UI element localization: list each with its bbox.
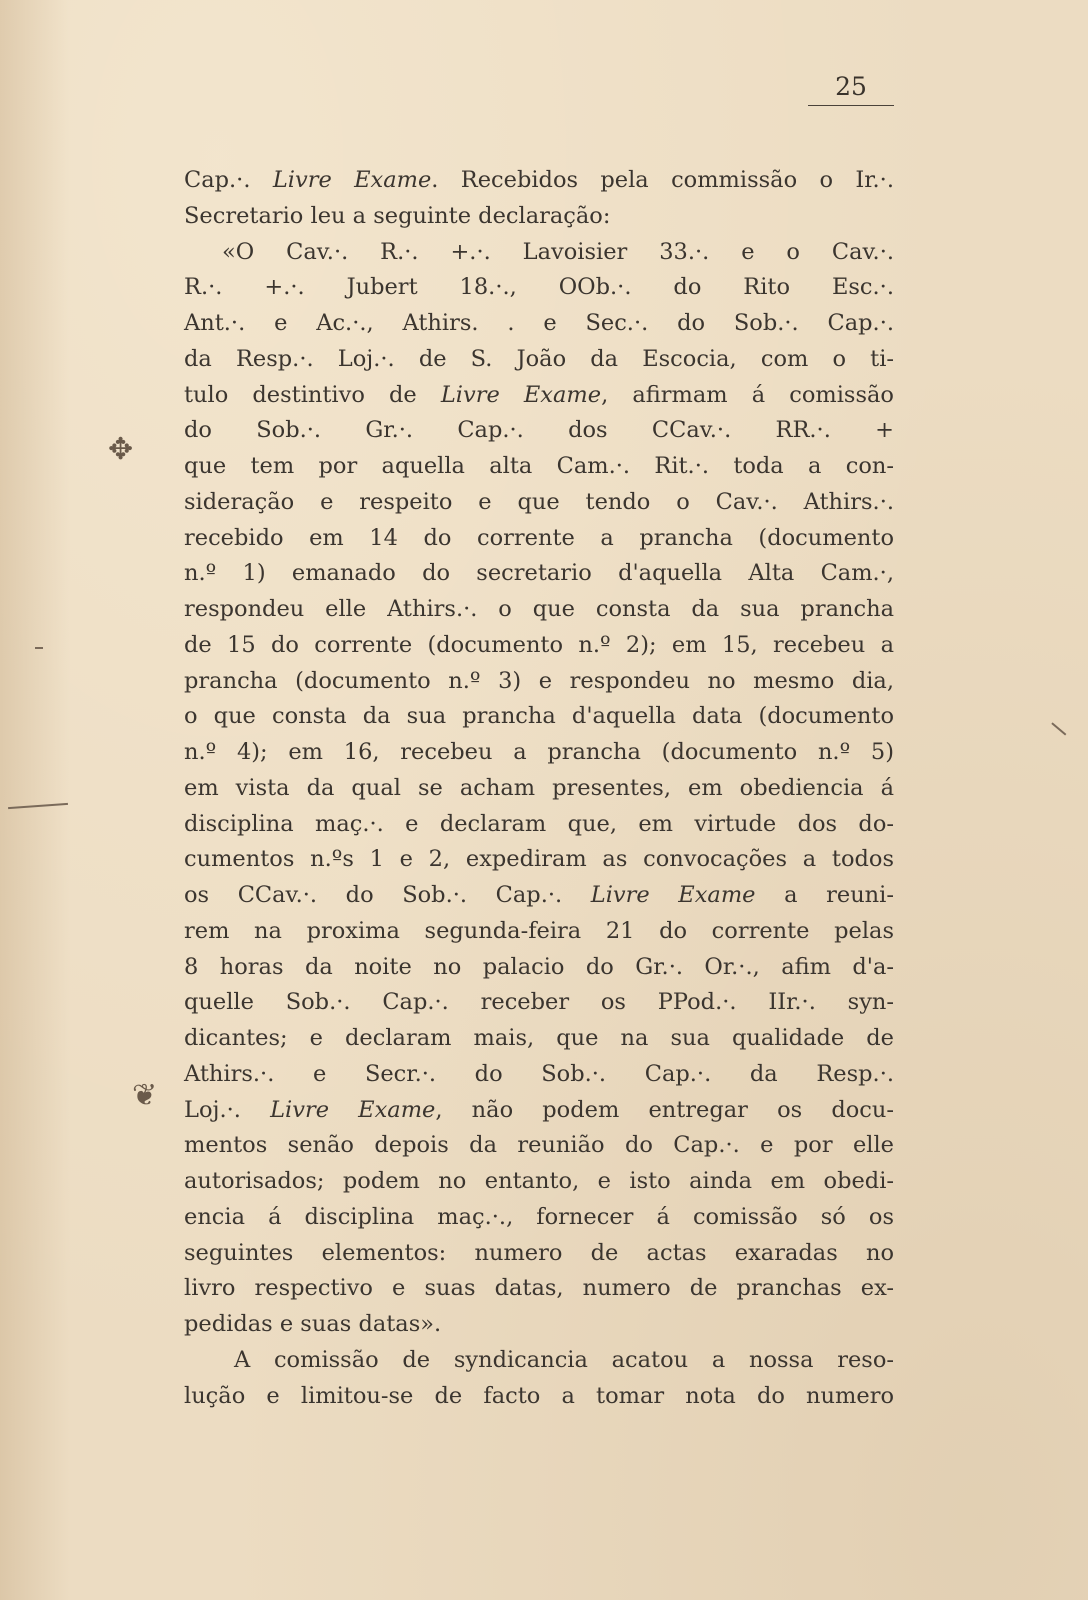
text-line: autorisados; podem no entanto, e isto ainda em obedi- xyxy=(184,1168,894,1194)
text-line: mentos senão depois da reunião do Cap.·. e por elle xyxy=(184,1132,894,1159)
italic-title: Livre Exame xyxy=(440,381,602,408)
text-line: cumentos n.ºs 1 e 2, expediram as convocações a todos xyxy=(184,846,894,873)
text-line: o que consta da sua prancha d'aquella data (documento xyxy=(184,703,894,730)
text-line: Ant.·. e Ac.·., Athirs. . e Sec.·. do Sob.·. Cap.·. xyxy=(184,310,894,336)
text-line: disciplina maç.·. e declaram que, em virtude dos do- xyxy=(184,810,894,837)
text-line: «O Cav.·. R.·. +.·. Lavoisier 33.·. e o Cav.·. xyxy=(222,238,894,265)
text-line: A comissão de syndicancia acatou a nossa reso- xyxy=(234,1346,894,1373)
page-edge-shadow xyxy=(0,0,70,1600)
text-line: Cap.·. Livre Exame. Recebidos pela commissão o Ir.·. xyxy=(184,167,894,193)
text-line: pedidas e suas datas». xyxy=(184,1311,442,1337)
pencil-mark xyxy=(35,647,43,649)
text-line: sideração e respeito e que tendo o Cav.·. Athirs.·. xyxy=(184,488,894,515)
text-line: os CCav.·. do Sob.·. Cap.·. Livre Exame a reuni- xyxy=(184,882,894,908)
text-line: tulo destintivo de Livre Exame, afirmam á comissão xyxy=(184,381,894,408)
text-line: Athirs.·. e Secr.·. do Sob.·. Cap.·. da Resp.·. xyxy=(184,1060,894,1087)
text-line: dicantes; e declaram mais, que na sua qualidade de xyxy=(184,1025,894,1051)
text-line: lução e limitou-se de facto a tomar nota do numero xyxy=(184,1382,894,1409)
body-text xyxy=(184,163,894,1414)
text-line: encia á disciplina maç.·., fornecer á comissão só os xyxy=(184,1203,894,1230)
text-line: recebido em 14 do corrente a prancha (documento xyxy=(184,524,894,551)
text-line: seguintes elementos: numero de actas exaradas no xyxy=(184,1239,894,1266)
pencil-mark xyxy=(1052,722,1067,735)
text-line: quelle Sob.·. Cap.·. receber os PPod.·. IIr.·. syn- xyxy=(184,989,894,1016)
text-line: prancha (documento n.º 3) e respondeu no mesmo dia, xyxy=(184,667,894,694)
ornamental-flourish-icon: ❦ xyxy=(132,1078,158,1113)
ornamental-flourish-icon: ✥ xyxy=(108,432,134,467)
page-number: 25 xyxy=(808,72,894,106)
text-line: 8 horas da noite no palacio do Gr.·. Or.·., afim d'a- xyxy=(184,953,894,980)
text-line: n.º 1) emanado do secretario d'aquella Alta Cam.·, xyxy=(184,560,894,587)
text-line: n.º 4); em 16, recebeu a prancha (documento n.º 5) xyxy=(184,739,894,765)
text-line: de 15 do corrente (documento n.º 2); em 15, recebeu a xyxy=(184,631,894,658)
text-line: respondeu elle Athirs.·. o que consta da sua prancha xyxy=(184,596,894,622)
text-line: Secretario leu a seguinte declaração: xyxy=(184,202,611,229)
text-line: em vista da qual se acham presentes, em obediencia á xyxy=(184,774,894,801)
text-line: que tem por aquella alta Cam.·. Rit.·. toda a con- xyxy=(184,453,894,479)
italic-title: Livre Exame xyxy=(590,882,756,908)
text-line: do Sob.·. Gr.·. Cap.·. dos CCav.·. RR.·. + xyxy=(184,417,894,444)
text-line: da Resp.·. Loj.·. de S. João da Escocia, com o ti- xyxy=(184,345,894,372)
text-line: rem na proxima segunda-feira 21 do corrente pelas xyxy=(184,917,894,944)
text-line: Loj.·. Livre Exame, não podem entregar os docu- xyxy=(184,1096,894,1123)
italic-title: Livre Exame xyxy=(272,167,432,193)
italic-title: Livre Exame xyxy=(270,1096,436,1123)
text-line: R.·. +.·. Jubert 18.·., OOb.·. do Rito Esc.·. xyxy=(184,274,894,301)
text-line: livro respectivo e suas datas, numero de pranchas ex- xyxy=(184,1275,894,1302)
